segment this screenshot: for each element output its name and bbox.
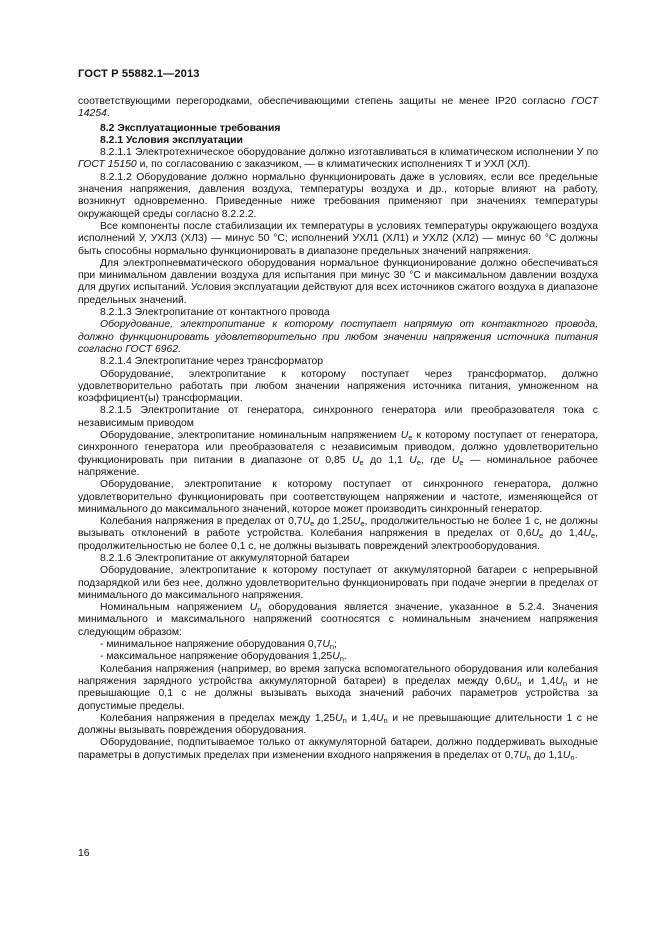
paragraph: Оборудование, подпитываемое только от аккумуляторной батареи, должно поддерживать выходные параметры в допустимых пределах при изменении входного напряжения в пределах от $0,7U_n$ до $1,1U_n$. xyxy=(78,737,598,762)
paragraph: Колебания напряжения (например, во время запуска вспомогательного оборудования или колебания напряжения зарядного устройства аккумуляторной батареи) в пределах между $0,6U_n$ и $1,4U_n$ и не превышающие 0,1 с не должны вызывать выхода значений рабочих параметров устройства за допустимые пределы. xyxy=(78,663,598,712)
paragraph: Номинальным напряжением $U_n$ оборудования является значение, указанное в 5.2.4. Значения минимального и максимального напряжений соотносятся с номинальным значением напряжения следующим образом: xyxy=(78,602,598,638)
list-item: - максимальное напряжение оборудования $1,25U_n$. xyxy=(100,651,347,664)
paragraph: соответствующими перегородками, обеспечивающими степень защиты не менее IP20 согласно ГОСТ 14254. xyxy=(78,96,598,120)
paragraph: Оборудование, электропитание к которому поступает напрямую от контактного провода, должно функционировать удовлетворительно при любом значении напряжения источника питания согласно ГОСТ 6962. xyxy=(78,319,598,355)
paragraph: 8.2.1.5 Электропитание от генератора, синхронного генератора или преобразователя тока с независимым приводом xyxy=(78,405,598,429)
paragraph: 8.2.1.3 Электропитание от контактного провода xyxy=(100,307,330,319)
paragraph: Оборудование, электропитание к которому поступает через трансформатор, должно удовлетворительно работать при любом значении напряжения источника питания, умноженном на коэффициент(ы) трансформации. xyxy=(78,368,598,405)
paragraph: Для электропневматического оборудования нормальное функционирование должно обеспечиваться при минимальном давлении воздуха для испытания при минус 30 °С и максимальном давлении воздуха для других испытаний. Условия эксплуатации действуют для всех источников сжатого воздуха в диапазоне предельных значений. xyxy=(78,257,598,306)
paragraph: Оборудование, электропитание к которому поступает от синхронного генератора, должно удовлетворительно функционировать при соответствующем напряжении и частоте, изменяющейся от минимального до максимального значений, которое может производить синхронный генератор. xyxy=(78,479,598,515)
paragraph: Оборудование, электропитание номинальным напряжением $U_е$ к которому поступает от генератора, синхронного генератора или преобразователя с независимым приводом, должно удовлетворительно функционировать при питании в диапазоне от 0,85 $U_е$ до 1,1 $U_е$, где $U_е$ — номинальное рабочее напряжение. xyxy=(78,430,599,478)
paragraph: Колебания напряжения в пределах между $1,25U_n$ и $1,4U_n$ и не превышающие длительности 1 с не должны вызывать повреждения оборудования. xyxy=(78,712,598,737)
paragraph: 8.2.1.6 Электропитание от аккумуляторной батареи xyxy=(100,552,350,564)
list-item: - минимальное напряжение оборудования $0,7U_n$; xyxy=(100,639,337,652)
document-body xyxy=(78,96,598,762)
standard-reference: ГОСТ 14254 xyxy=(78,96,598,120)
paragraph: Все компоненты после стабилизации их температуры в условиях температуры окружающего воздуха исполнений У, УХЛ3 (ХЛ3) — минус 50 °С; исполнений УХЛ1 (ХЛ1) и УХЛ2 (ХЛ2) — минус 60 °С должны быть способны нормально функционировать в диапазоне предельных значений напряжения. xyxy=(78,220,598,257)
paragraph: Оборудование, электропитание к которому поступает от аккумуляторной батареи с непрерывной подзарядкой или без нее, должно удовлетворительно функционировать при подаче энергии в пределах от минимального до максимального напряжения. xyxy=(78,565,598,601)
paragraph: 8.2.1.2 Оборудование должно нормально функционировать даже в условиях, если все предельные значения напряжения, давления воздуха, температуры воздуха и др., которые влияют на работу, возникнут одновременно. Приведенные ниже требования применяют при значениях температуры окружающей среды согласно 8.2.2.2. xyxy=(78,171,598,220)
paragraph: 8.2.1.1 Электротехническое оборудование должно изготавливаться в климатическом исполнении У по ГОСТ 15150 и, по согласованию с заказчиком, — в климатических исполнениях Т и УХЛ (ХЛ). xyxy=(78,147,598,171)
subsection-heading: 8.2.1 Условия эксплуатации xyxy=(100,134,243,146)
standard-reference: ГОСТ 15150 xyxy=(78,159,137,171)
page-number: 16 xyxy=(78,848,90,859)
paragraph: 8.2.1.4 Электропитание через трансформатор xyxy=(100,356,324,368)
section-heading: 8.2 Эксплуатационные требования xyxy=(100,122,281,134)
paragraph: Колебания напряжения в пределах от $0,7U_е$ до $1,25U_е$, продолжительностью не более 1 с, не должны вызывать отклонений в работе устройства. Колебания напряжения в пределах от $0,6U_е$ до $1,4U_е$, продолжительностью не более 0,1 с, не должны вызывать повреждений электрооборудования. xyxy=(78,516,599,552)
document-header: ГОСТ Р 55882.1—2013 xyxy=(78,68,200,80)
